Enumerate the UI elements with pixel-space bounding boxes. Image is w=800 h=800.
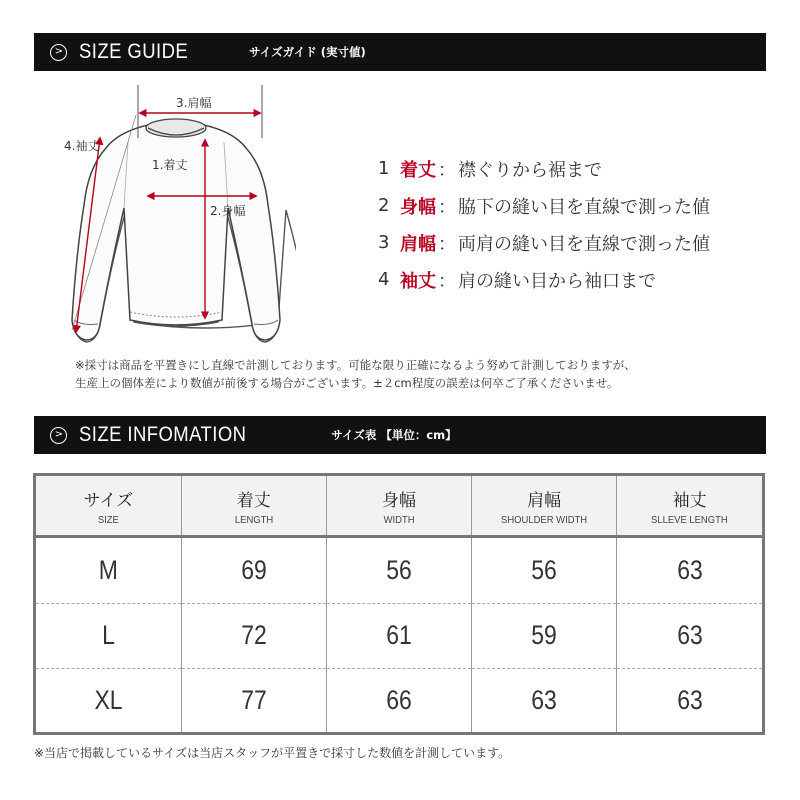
table-cell: 56 — [326, 537, 471, 604]
legend-item: 4 袖丈 ： 肩の縫い目から袖口まで — [378, 269, 656, 292]
table-cell: 56 — [472, 537, 617, 604]
size-guide-banner — [34, 33, 766, 71]
column-header: 着丈 LENGTH — [181, 476, 326, 537]
table-header-row — [36, 476, 762, 537]
measurement-note: ※採寸は商品を平置きにし直線で計測しております。可能な限り正確になるよう努めて計測しておりますが、 生産上の個体差により数値が前後する場合がございます。±２cm程度の誤差は何卒ご了承くださいませ。 — [75, 358, 636, 390]
length-label: 1.着丈 — [152, 158, 188, 172]
store-note: ※当店で掲載しているサイズは当店スタッフが平置きで採寸した数値を計測しています。 — [34, 746, 511, 760]
column-header: 袖丈 SLLEVE LENGTH — [617, 476, 762, 537]
chevron-right-circle-icon: > — [50, 427, 67, 444]
size-table — [33, 473, 765, 735]
sleeve-label: 4.袖丈 — [64, 139, 100, 153]
shoulder-label: 3.肩幅 — [176, 96, 212, 110]
size-guide-subtitle: サイズガイド (実寸値) — [249, 45, 366, 59]
legend-item: 3 肩幅 ： 両肩の縫い目を直線で測った値 — [378, 232, 710, 255]
table-cell: 63 — [617, 668, 762, 732]
table-row — [36, 668, 762, 732]
size-info-subtitle: サイズ表 【単位：cm】 — [331, 428, 457, 442]
table-row — [36, 603, 762, 668]
table-cell: 63 — [617, 603, 762, 668]
chevron-right-circle-icon: > — [50, 44, 67, 61]
long-sleeve-shirt-illustration — [56, 80, 296, 350]
table-cell: 59 — [472, 603, 617, 668]
width-label: 2.身幅 — [210, 204, 246, 218]
table-cell: 69 — [181, 537, 326, 604]
column-header: 身幅 WIDTH — [326, 476, 471, 537]
table-cell: XL — [36, 668, 181, 732]
legend-item: 2 身幅 ： 脇下の縫い目を直線で測った値 — [378, 195, 710, 218]
table-cell: 61 — [326, 603, 471, 668]
size-info-title: SIZE INFOMATION — [79, 423, 247, 446]
table-cell: L — [36, 603, 181, 668]
size-info-banner — [34, 416, 766, 454]
table-cell: 72 — [181, 603, 326, 668]
table-cell: M — [98, 554, 118, 585]
measurement-legend — [378, 150, 710, 298]
table-cell: 63 — [472, 668, 617, 732]
size-guide-title: SIZE GUIDE — [79, 40, 189, 63]
legend-item: 1 着丈 ： 襟ぐりから裾まで — [378, 158, 602, 181]
table-cell: 77 — [181, 668, 326, 732]
table-cell: 63 — [617, 537, 762, 604]
garment-diagram — [56, 80, 296, 350]
column-header: 肩幅 SHOULDER WIDTH — [472, 476, 617, 537]
column-header: サイズ SIZE — [36, 476, 181, 537]
table-row — [36, 537, 762, 604]
table-cell: 66 — [326, 668, 471, 732]
